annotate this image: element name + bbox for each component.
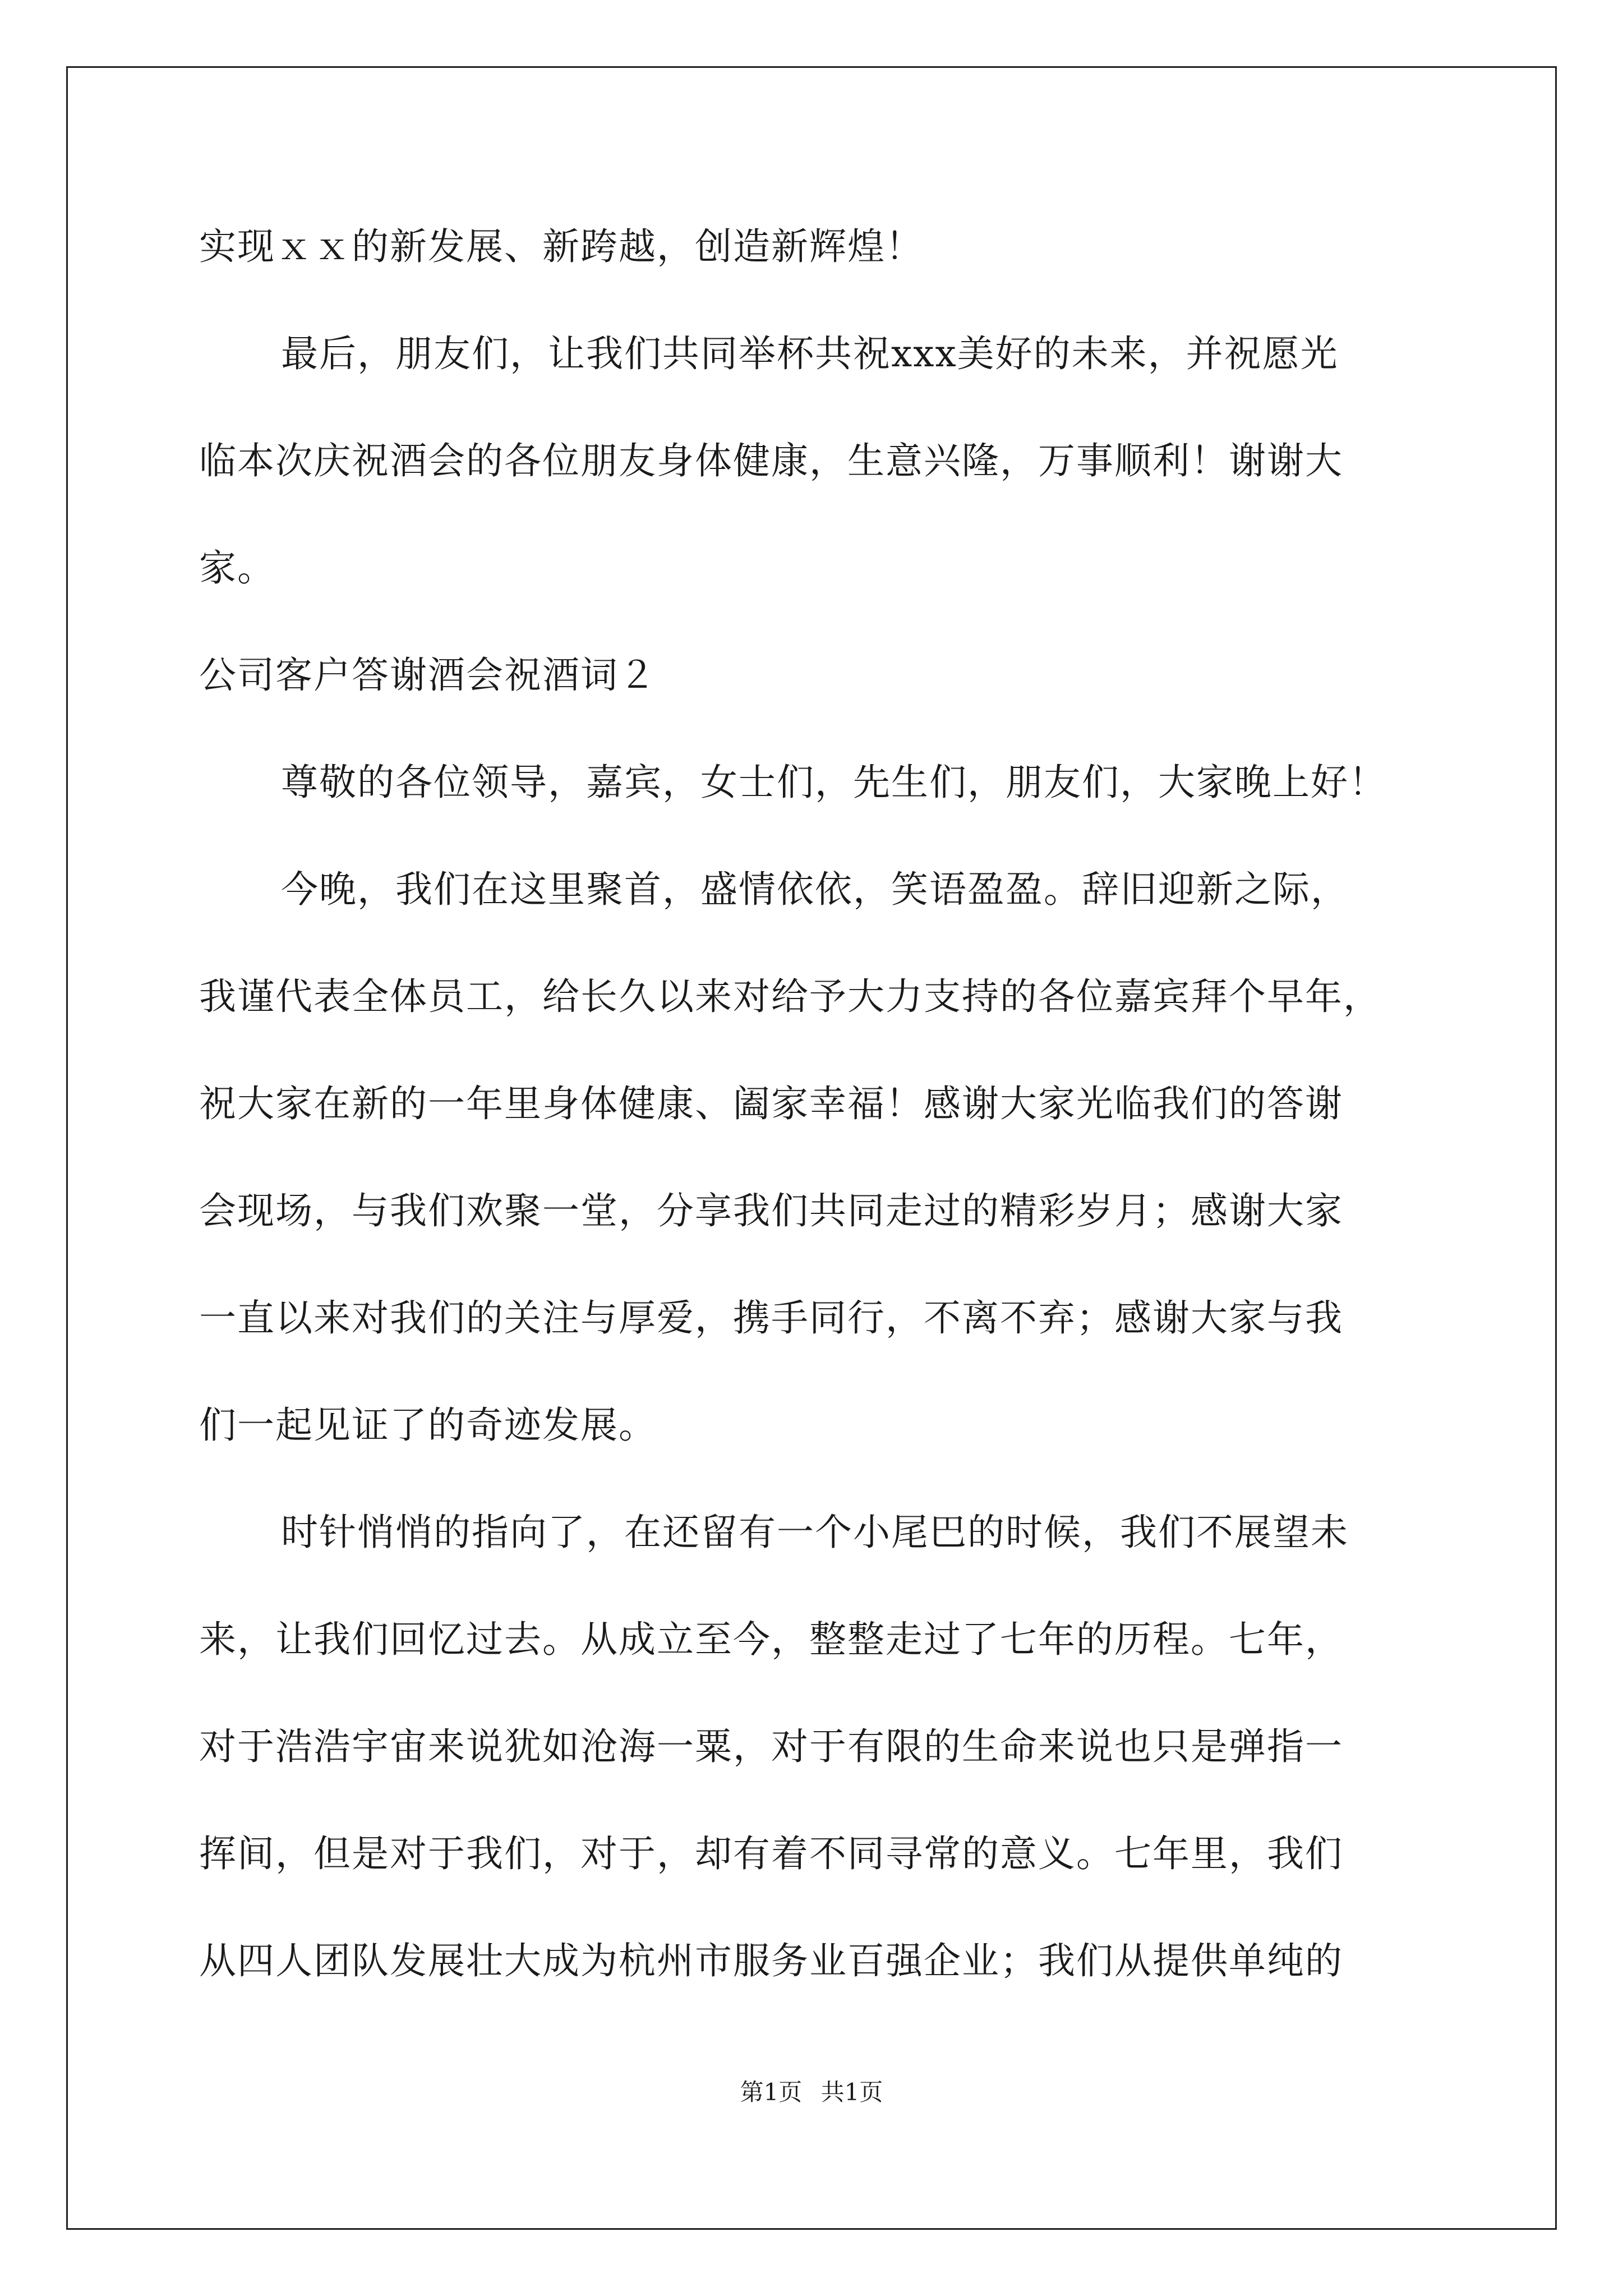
text-line: 今晚，我们在这里聚首，盛情依依，笑语盈盈。辞旧迎新之际， (281, 868, 1349, 911)
text-line: 我谨代表全体员工，给长久以来对给予大力支持的各位嘉宾拜个早年， (199, 975, 1381, 1018)
text-line: 家。 (199, 546, 275, 590)
text-line: 来，让我们回忆过去。从成立至今，整整走过了七年的历程。七年， (199, 1618, 1343, 1661)
text-line: 时针悄悄的指向了，在还留有一个小尾巴的时候，我们不展望未 (281, 1511, 1349, 1554)
text-line: 会现场，与我们欢聚一堂，分享我们共同走过的精彩岁月；感谢大家 (199, 1189, 1343, 1232)
text-line: 实现ｘｘ的新发展、新跨越，创造新辉煌！ (199, 225, 924, 268)
text-line: 尊敬的各位领导，嘉宾，女士们，先生们，朋友们，大家晚上好！ (281, 761, 1387, 804)
page-total: 共1页 (820, 2078, 883, 2106)
section-heading: 公司客户答谢酒会祝酒词２ (199, 654, 657, 697)
text-line: 临本次庆祝酒会的各位朋友身体健康，生意兴隆，万事顺利！谢谢大 (199, 439, 1343, 482)
document-body (199, 213, 1419, 2035)
text-line: 从四人团队发展壮大成为杭州市服务业百强企业；我们从提供单纯的 (199, 1939, 1343, 1982)
text-line: 祝大家在新的一年里身体健康、阖家幸福！感谢大家光临我们的答谢 (199, 1082, 1343, 1125)
text-line: 最后，朋友们，让我们共同举杯共祝xxx美好的未来，并祝愿光 (281, 332, 1339, 375)
text-line: 对于浩浩宇宙来说犹如沧海一粟，对于有限的生命来说也只是弹指一 (199, 1725, 1343, 1768)
text-line: 一直以来对我们的关注与厚爱，携手同行，不离不弃；感谢大家与我 (199, 1296, 1343, 1340)
text-line: 们一起见证了的奇迹发展。 (199, 1404, 657, 1447)
page-number: 第1页 (740, 2078, 803, 2106)
text-line: 挥间，但是对于我们，对于，却有着不同寻常的意义。七年里，我们 (199, 1832, 1343, 1875)
page-footer (0, 2076, 1623, 2109)
